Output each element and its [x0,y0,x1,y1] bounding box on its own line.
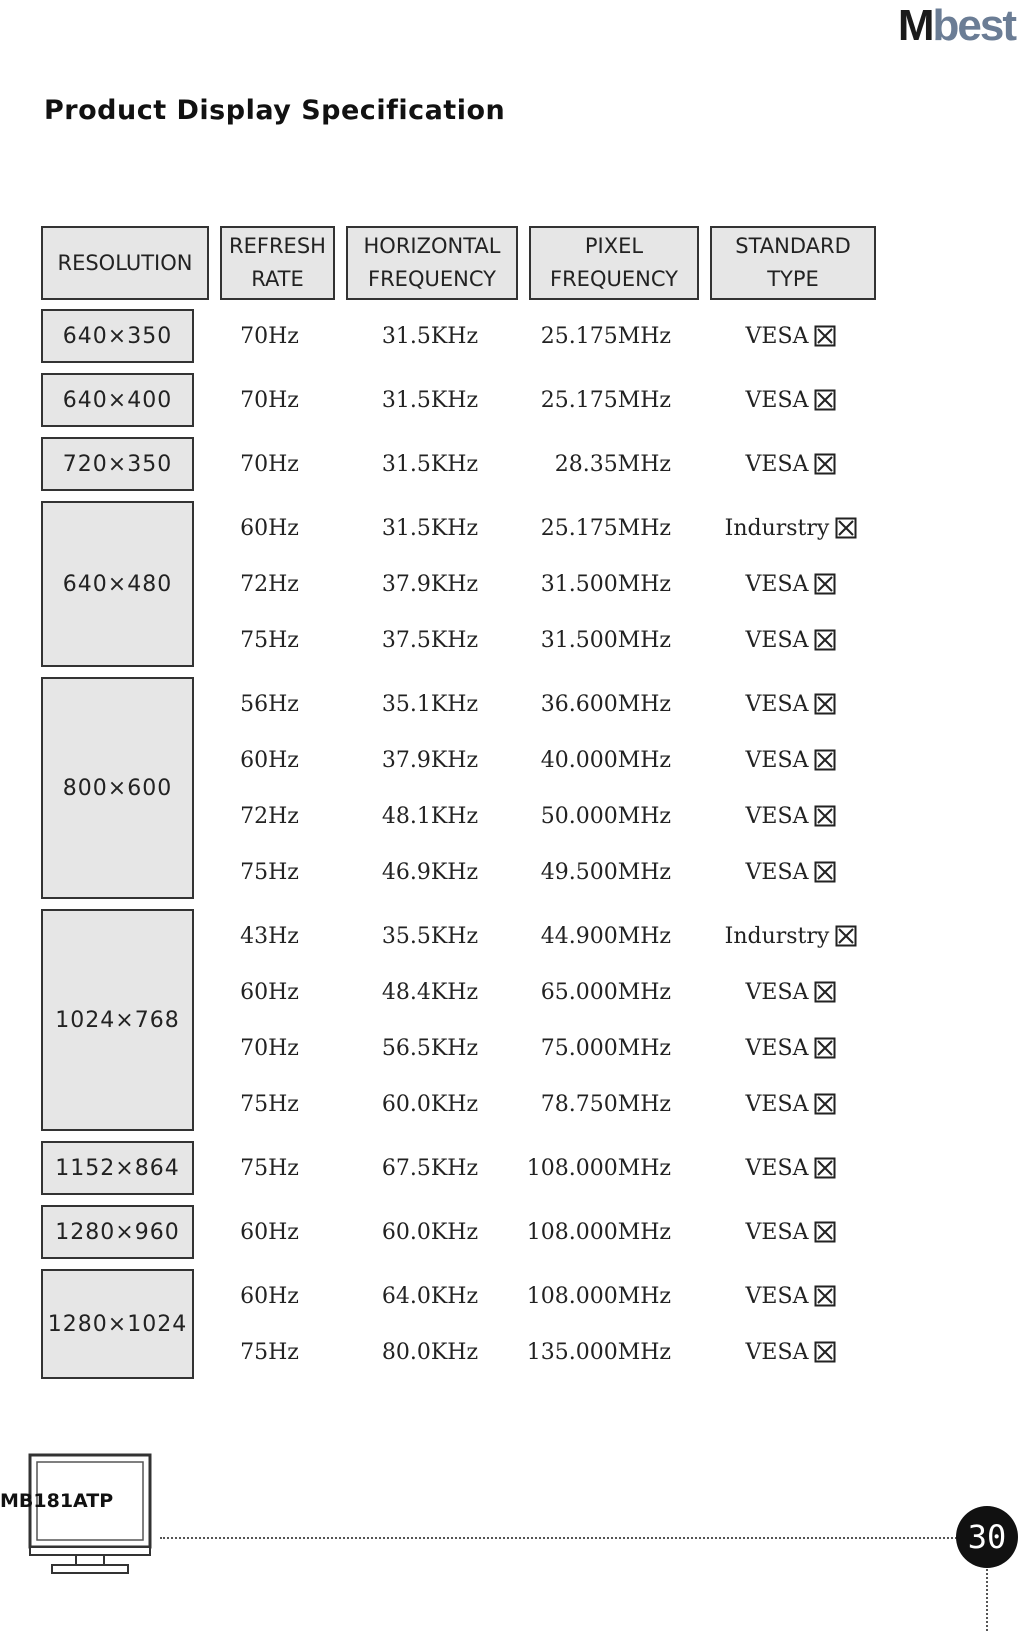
checked-box-icon [814,749,836,771]
refresh-rate-cell: 70Hz [240,1035,299,1061]
resolution-group [41,1268,876,1380]
horizontal-frequency-cell: 64.0KHz [381,1283,479,1309]
standard-type-cell [706,516,876,541]
standard-type-label: VESA [745,803,809,829]
pixel-frequency-cell: 28.35MHz [554,451,671,477]
group-rows [194,1204,876,1260]
checked-box-icon [814,805,836,827]
header-pixel-line2: FREQUENCY [550,267,678,291]
refresh-rate-cell: 56Hz [240,691,299,717]
checked-box-icon [814,453,836,475]
standard-type-label: Indurstry [724,923,830,949]
group-rows [194,308,876,364]
refresh-rate-cell: 75Hz [240,1155,299,1181]
pixel-frequency-cell: 108.000MHz [526,1283,671,1309]
standard-type-cell [706,388,876,413]
table-row [194,308,876,364]
horizontal-frequency-cell: 31.5KHz [381,323,479,349]
standard-type-cell [706,628,876,653]
table-row [194,1076,876,1132]
standard-type-label: Indurstry [724,515,830,541]
checked-box-icon [835,925,857,947]
standard-type-cell [706,1092,876,1117]
footer-dotted-vertical [986,1560,988,1631]
resolution-cell: 640×400 [41,373,194,427]
checked-box-icon [814,1037,836,1059]
standard-type-label: VESA [745,451,809,477]
pixel-frequency-cell: 49.500MHz [540,859,671,885]
table-row [194,372,876,428]
resolution-cell: 640×480 [41,501,194,667]
resolution-cell: 1152×864 [41,1141,194,1195]
header-resolution [41,226,209,300]
spec-table [41,226,876,1380]
table-body [41,308,876,1380]
page-title: Product Display Specification [44,95,506,126]
checked-box-icon [814,325,836,347]
table-row [194,1324,876,1380]
checked-box-icon [814,1093,836,1115]
standard-type-cell [706,324,876,349]
refresh-rate-cell: 75Hz [240,1339,299,1365]
standard-type-cell [706,804,876,829]
refresh-rate-cell: 60Hz [240,979,299,1005]
standard-type-label: VESA [745,1091,809,1117]
header-hfreq-line2: FREQUENCY [368,267,496,291]
header-standard-type [710,226,876,300]
pixel-frequency-cell: 36.600MHz [540,691,671,717]
table-row [194,1268,876,1324]
resolution-group [41,500,876,668]
table-row [194,908,876,964]
page-number-badge: 30 [956,1506,1018,1568]
resolution-cell: 800×600 [41,677,194,899]
header-pixel-line1: PIXEL [584,234,644,258]
refresh-rate-cell: 60Hz [240,515,299,541]
header-horizontal-frequency [346,226,518,300]
pixel-frequency-cell: 44.900MHz [540,923,671,949]
resolution-cell: 1024×768 [41,909,194,1131]
resolution-group [41,372,876,428]
pixel-frequency-cell: 40.000MHz [540,747,671,773]
standard-type-cell [706,860,876,885]
pixel-frequency-cell: 25.175MHz [540,515,671,541]
refresh-rate-cell: 70Hz [240,451,299,477]
refresh-rate-cell: 60Hz [240,1219,299,1245]
horizontal-frequency-cell: 35.5KHz [381,923,479,949]
checked-box-icon [814,573,836,595]
resolution-cell: 1280×960 [41,1205,194,1259]
group-rows [194,908,876,1132]
header-resolution-label: RESOLUTION [57,250,193,275]
pixel-frequency-cell: 31.500MHz [540,571,671,597]
header-refresh-line1: REFRESH [229,234,326,258]
pixel-frequency-cell: 65.000MHz [540,979,671,1005]
standard-type-cell [706,1036,876,1061]
standard-type-cell [706,924,876,949]
horizontal-frequency-cell: 31.5KHz [381,387,479,413]
pixel-frequency-cell: 108.000MHz [526,1155,671,1181]
group-rows [194,1140,876,1196]
table-row [194,1020,876,1076]
checked-box-icon [814,1341,836,1363]
standard-type-cell [706,980,876,1005]
header-pixel-frequency [529,226,699,300]
checked-box-icon [814,981,836,1003]
horizontal-frequency-cell: 67.5KHz [381,1155,479,1181]
horizontal-frequency-cell: 80.0KHz [381,1339,479,1365]
table-row [194,500,876,556]
monitor-icon [28,1453,153,1577]
header-std-line1: STANDARD [735,234,851,258]
refresh-rate-cell: 75Hz [240,859,299,885]
standard-type-label: VESA [745,1035,809,1061]
refresh-rate-cell: 72Hz [240,571,299,597]
standard-type-label: VESA [745,627,809,653]
resolution-group [41,676,876,900]
table-row [194,1140,876,1196]
header-refresh-rate [220,226,335,300]
checked-box-icon [814,389,836,411]
refresh-rate-cell: 75Hz [240,1091,299,1117]
refresh-rate-cell: 60Hz [240,747,299,773]
standard-type-label: VESA [745,859,809,885]
refresh-rate-cell: 43Hz [240,923,299,949]
standard-type-cell [706,1284,876,1309]
header-refresh-line2: RATE [251,267,304,291]
refresh-rate-cell: 70Hz [240,323,299,349]
checked-box-icon [814,629,836,651]
standard-type-label: VESA [745,1155,809,1181]
standard-type-cell [706,572,876,597]
horizontal-frequency-cell: 37.9KHz [381,571,479,597]
refresh-rate-cell: 72Hz [240,803,299,829]
pixel-frequency-cell: 50.000MHz [540,803,671,829]
standard-type-label: VESA [745,691,809,717]
checked-box-icon [814,1157,836,1179]
resolution-cell: 1280×1024 [41,1269,194,1379]
horizontal-frequency-cell: 37.5KHz [381,627,479,653]
standard-type-label: VESA [745,979,809,1005]
standard-type-label: VESA [745,1339,809,1365]
horizontal-frequency-cell: 56.5KHz [381,1035,479,1061]
table-row [194,676,876,732]
horizontal-frequency-cell: 31.5KHz [381,451,479,477]
standard-type-label: VESA [745,1219,809,1245]
horizontal-frequency-cell: 46.9KHz [381,859,479,885]
checked-box-icon [814,861,836,883]
table-row [194,732,876,788]
resolution-cell: 720×350 [41,437,194,491]
resolution-group [41,308,876,364]
pixel-frequency-cell: 135.000MHz [526,1339,671,1365]
standard-type-cell [706,692,876,717]
resolution-group [41,908,876,1132]
table-row [194,436,876,492]
group-rows [194,500,876,668]
standard-type-label: VESA [745,747,809,773]
standard-type-cell [706,1156,876,1181]
standard-type-label: VESA [745,323,809,349]
pixel-frequency-cell: 75.000MHz [540,1035,671,1061]
group-rows [194,676,876,900]
table-row [194,788,876,844]
pixel-frequency-cell: 78.750MHz [540,1091,671,1117]
standard-type-label: VESA [745,1283,809,1309]
horizontal-frequency-cell: 31.5KHz [381,515,479,541]
table-row [194,556,876,612]
group-rows [194,436,876,492]
horizontal-frequency-cell: 35.1KHz [381,691,479,717]
resolution-group [41,1204,876,1260]
resolution-cell: 640×350 [41,309,194,363]
horizontal-frequency-cell: 48.1KHz [381,803,479,829]
checked-box-icon [814,1285,836,1307]
table-row [194,964,876,1020]
refresh-rate-cell: 60Hz [240,1283,299,1309]
horizontal-frequency-cell: 37.9KHz [381,747,479,773]
pixel-frequency-cell: 108.000MHz [526,1219,671,1245]
refresh-rate-cell: 75Hz [240,627,299,653]
header-std-line2: TYPE [767,267,819,291]
pixel-frequency-cell: 31.500MHz [540,627,671,653]
standard-type-cell [706,452,876,477]
table-row [194,844,876,900]
brand-logo-m: M [897,1,933,50]
checked-box-icon [835,517,857,539]
standard-type-cell [706,1220,876,1245]
standard-type-cell [706,748,876,773]
model-label: MB181ATP [0,1490,114,1512]
table-row [194,612,876,668]
standard-type-cell [706,1340,876,1365]
horizontal-frequency-cell: 60.0KHz [381,1091,479,1117]
standard-type-label: VESA [745,571,809,597]
checked-box-icon [814,693,836,715]
resolution-group [41,1140,876,1196]
group-rows [194,1268,876,1380]
checked-box-icon [814,1221,836,1243]
pixel-frequency-cell: 25.175MHz [540,323,671,349]
table-row [194,1204,876,1260]
standard-type-label: VESA [745,387,809,413]
group-rows [194,372,876,428]
refresh-rate-cell: 70Hz [240,387,299,413]
brand-logo-rest: best [932,1,1015,50]
header-hfreq-line1: HORIZONTAL [363,234,501,258]
horizontal-frequency-cell: 60.0KHz [381,1219,479,1245]
brand-logo [897,1,1015,50]
footer-dotted-rule [160,1537,960,1539]
horizontal-frequency-cell: 48.4KHz [381,979,479,1005]
resolution-group [41,436,876,492]
table-header [41,226,876,300]
pixel-frequency-cell: 25.175MHz [540,387,671,413]
